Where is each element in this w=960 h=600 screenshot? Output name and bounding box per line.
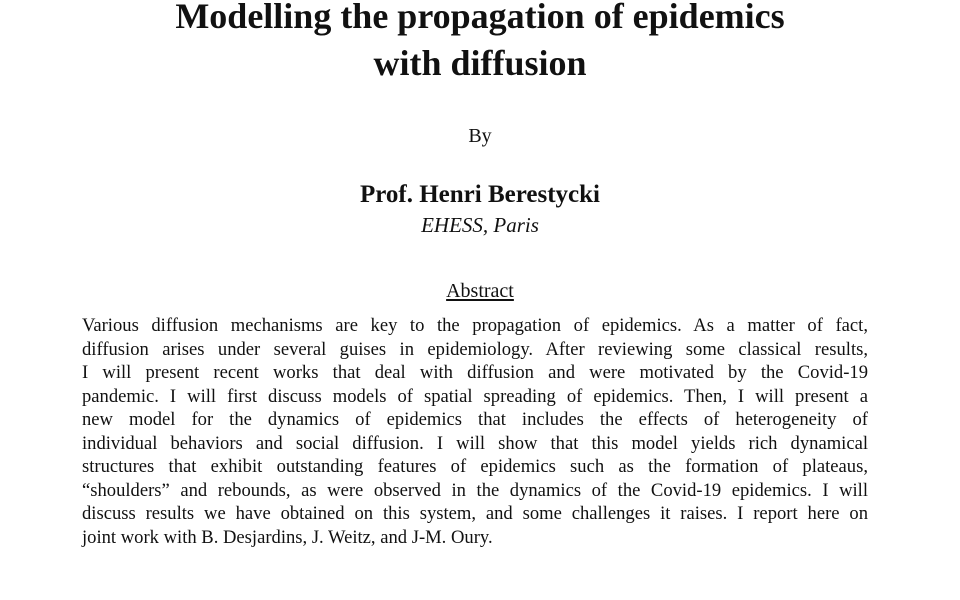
abstract-line: “shoulders” and rebounds, as were observed in the dynamics of the Covid-19 epidemics. I will [82,479,868,501]
abstract-line: pandemic. I will first discuss models of spatial spreading of epidemics. Then, I will present a [82,385,868,407]
abstract-line: structures that exhibit outstanding features of epidemics such as the formation of plateaus, [82,456,868,477]
abstract-heading: Abstract [446,280,514,302]
abstract-line: individual behaviors and social diffusion. I will show that this model yields rich dynamical [82,432,868,454]
abstract-line: Various diffusion mechanisms are key to the propagation of epidemics. As a matter of fact, [82,315,868,336]
abstract-line: I will present recent works that deal with diffusion and were motivated by the Covid-19 [82,362,868,383]
abstract-line: diffusion arises under several guises in epidemiology. After reviewing some classical results, [82,338,868,360]
author-name: Prof. Henri Berestycki [360,181,600,208]
abstract-body [82,314,868,549]
abstract-line: new model for the dynamics of epidemics that includes the effects of heterogeneity of [82,409,868,430]
abstract-line: joint work with B. Desjardins, J. Weitz, and J-M. Oury. [82,526,493,548]
by-label: By [468,125,492,147]
document-title [0,0,960,87]
abstract-line: discuss results we have obtained on this system, and some challenges it raises. I report here on [82,503,868,524]
title-line-1: Modelling the propagation of epidemics [175,0,785,36]
title-line-2: with diffusion [373,43,587,83]
author-affiliation: EHESS, Paris [421,213,539,237]
